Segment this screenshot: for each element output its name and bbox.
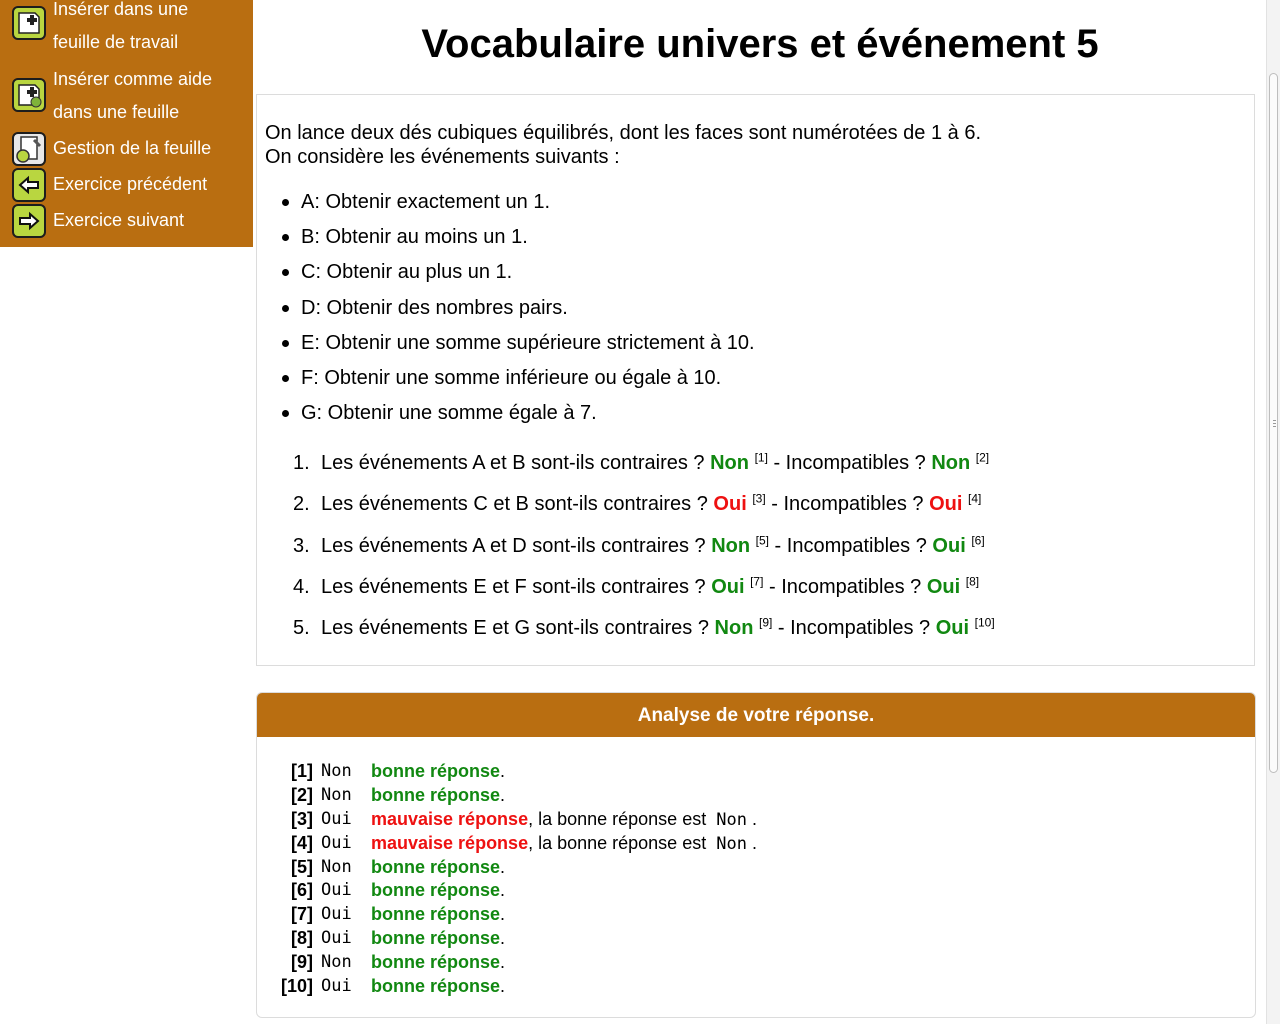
analysis-result: mauvaise réponse, la bonne réponse est Non . [371,808,757,830]
analysis-value: Oui [321,808,352,829]
analysis-result: bonne réponse. [371,976,506,997]
result-wrong: mauvaise réponse [371,808,529,829]
result-good: bonne réponse [371,761,501,781]
analysis-header: Analyse de votre réponse. [257,693,1255,737]
answer-ref[interactable]: [7] [750,574,764,589]
question-number: 2. [293,493,310,516]
question-item [293,450,995,491]
answer-ref[interactable]: [5] [755,532,769,547]
exercise-box [256,94,1255,666]
scrollbar-grip [1273,426,1276,427]
menu-previous-exercise[interactable] [12,168,207,202]
analysis-value: Non [321,761,352,781]
scrollbar-grip [1273,420,1276,421]
analysis-ref: [8] [291,928,313,949]
answer-contraires: Non [714,617,754,640]
analysis-ref: [3] [291,808,313,829]
menu-label: Insérer dans une feuille de travail [53,0,189,52]
analysis-ref: [6] [291,880,313,901]
result-good: bonne réponse [371,976,501,997]
question-number: 1. [293,452,310,474]
analysis-ref: [10] [280,976,313,997]
question-item [293,491,995,532]
question-text: Les événements C et B sont-ils contraires ? [321,493,708,516]
question-text: Les événements A et D sont-ils contraires ? [321,534,706,557]
analysis-result: bonne réponse. [371,761,506,781]
answer-contraires: Oui [711,575,745,598]
event-item: B: Obtenir au moins un 1. [301,225,755,260]
result-good: bonne réponse [371,856,501,877]
event-item: F: Obtenir une somme inférieure ou égale à 10. [301,366,755,401]
intro-line: On considère les événements suivants : [265,146,620,168]
answer-ref[interactable]: [8] [965,574,980,589]
question-text: Les événements A et B sont-ils contraires ? [321,452,705,474]
menu-label: Insérer comme aide dans une feuille [53,69,213,122]
analysis-value: Oui [321,928,352,949]
arrow-right-icon [12,204,46,238]
event-item: D: Obtenir des nombres pairs. [301,296,755,331]
question-text: Les événements E et G sont-ils contraires ? [321,617,709,640]
analysis-value: Oui [321,904,352,925]
answer-incompatibles: Oui [932,534,966,557]
question-text-incompatibles: - Incompatibles ? [767,452,926,474]
insert-help-icon [12,78,46,112]
vertical-scrollbar[interactable] [1266,0,1280,1024]
question-text: Les événements E et F sont-ils contraires ? [321,575,706,598]
result-good: bonne réponse [371,904,501,925]
answer-incompatibles: Oui [935,617,970,640]
scrollbar-thumb[interactable] [1269,73,1278,773]
question-item [293,615,995,656]
answer-ref[interactable]: [1] [754,450,768,465]
menu-label: Gestion de la feuille [53,138,212,158]
scrollbar-grip [1273,423,1276,424]
result-good: bonne réponse [371,784,501,805]
exercise-intro [265,121,981,169]
correct-prefix: , la bonne réponse est [528,808,707,829]
menu-label: Exercice suivant [53,210,185,230]
page-title: Vocabulaire univers et événement 5 [421,22,1099,66]
event-item: G: Obtenir une somme égale à 7. [301,401,755,436]
result-wrong: mauvaise réponse [371,832,529,853]
analysis-ref: [1] [291,761,313,781]
answer-incompatibles: Oui [929,493,963,516]
analysis-result: bonne réponse. [371,928,506,949]
sheet-management-icon [12,132,46,166]
event-item: A: Obtenir exactement un 1. [301,190,755,225]
question-number: 3. [293,534,310,557]
result-good: bonne réponse [371,880,501,901]
analysis-value: Oui [321,880,352,901]
answer-incompatibles: Oui [926,575,961,598]
answer-ref[interactable]: [6] [971,532,985,547]
question-item [293,574,995,615]
insert-worksheet-icon [12,6,46,40]
menu-next-exercise[interactable] [12,204,184,238]
question-text-incompatibles: - Incompatibles ? [772,617,931,640]
analysis-value: Non [321,952,352,973]
analysis-result: bonne réponse. [371,904,506,925]
analysis-result: mauvaise réponse, la bonne réponse est Non . [371,832,757,854]
question-item [293,533,995,574]
events-list [301,190,755,436]
result-good: bonne réponse [371,952,501,973]
answer-incompatibles: Non [931,452,971,474]
analysis-value: Non [321,856,352,877]
analysis-ref: [2] [291,784,313,805]
event-item: E: Obtenir une somme supérieure strictement à 10. [301,331,755,366]
answer-ref[interactable]: [4] [968,491,982,506]
answer-ref[interactable]: [2] [975,450,990,465]
expected-value: Non [716,809,747,830]
analysis-result: bonne réponse. [371,952,506,973]
answer-contraires: Non [711,534,751,557]
correct-prefix: , la bonne réponse est [528,832,707,853]
answer-ref[interactable]: [9] [758,615,773,630]
question-number: 5. [293,617,310,640]
questions-list [293,450,995,656]
analysis-value: Oui [321,976,352,997]
menu-insert-worksheet[interactable] [12,0,188,59]
analysis-ref: [4] [291,832,313,853]
analysis-result: bonne réponse. [371,880,506,901]
answer-ref[interactable]: [10] [974,615,995,630]
question-number: 4. [293,575,310,598]
expected-value: Non [716,833,747,854]
answer-contraires: Oui [713,493,747,516]
analysis-value: Oui [321,832,352,853]
analysis-ref: [7] [291,904,313,925]
analysis-panel [256,692,1256,1018]
analysis-ref: [5] [291,856,313,877]
sidebar [0,0,253,247]
answer-contraires: Non [710,452,749,474]
analysis-ref: [9] [291,952,313,973]
menu-insert-help[interactable] [12,63,212,129]
analysis-value: Non [321,784,352,805]
intro-line: On lance deux dés cubiques équilibrés, dont les faces sont numérotées de 1 à 6. [265,122,982,144]
question-text-incompatibles: - Incompatibles ? [769,534,927,557]
arrow-left-icon [12,168,46,202]
menu-sheet-management[interactable] [12,132,211,166]
analysis-result: bonne réponse. [371,784,506,805]
result-good: bonne réponse [371,928,501,949]
answer-ref[interactable]: [3] [752,491,766,506]
question-text-incompatibles: - Incompatibles ? [763,575,922,598]
analysis-result: bonne réponse. [371,856,506,877]
event-item: C: Obtenir au plus un 1. [301,260,755,295]
menu-label: Exercice précédent [53,174,208,194]
question-text-incompatibles: - Incompatibles ? [765,493,924,516]
